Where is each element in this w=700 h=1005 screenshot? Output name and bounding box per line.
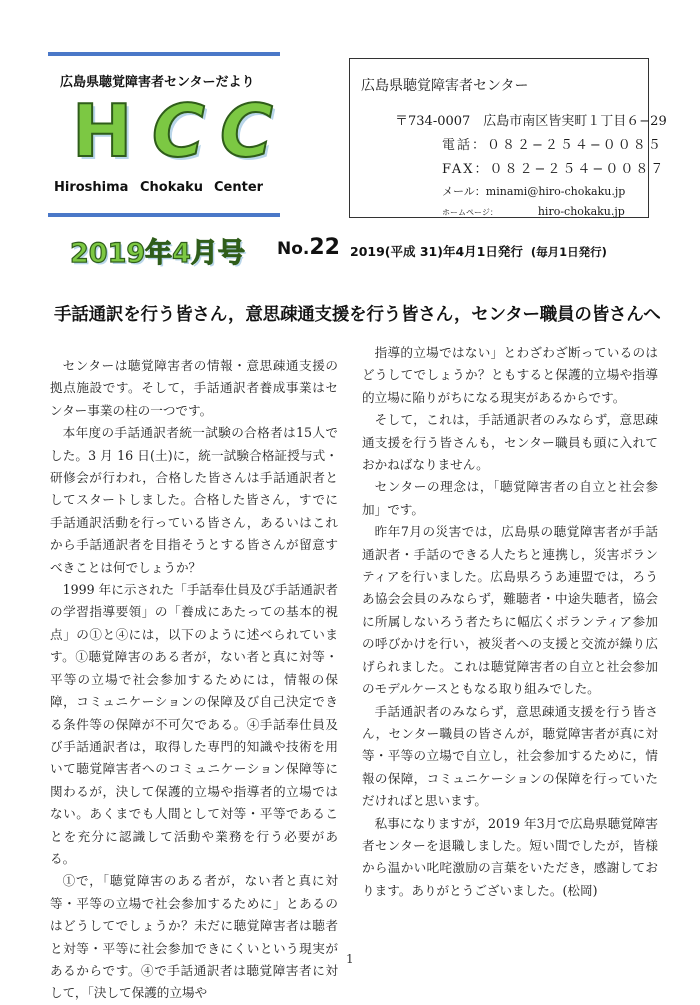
logo-letter-c1: C — [152, 89, 205, 173]
issue-no-value: 22 — [309, 235, 340, 260]
paragraph-continued: 指導的立場ではない」とわざわざ断っているのはどうしてでしょうか？ともすると保護的立場や指導的立場に陥りがちになる現実があるからです。 — [362, 345, 658, 405]
paragraph: 私事になりますが，2019 年3月で広島県聴覚障害者センターを退職しました。短い間でしたが，皆様から温かい叱咤激励の言葉をいただき，感謝しております。ありがとうございました。(松岡) — [362, 815, 658, 898]
paragraph: 1999 年に示された「手話奉仕員及び手話通訳者の学習指導要領」の「養成にあたっての基本的視点」の①と④には，以下のように述べられています。①聴覚障害のある者が，ない者と真に対等・平等の立場で社会参加するためには，情報の保障，コミュニケーションの保障及び自己決定できる条件等の保障が不可欠である。④手話奉仕員及び手話通訳者は，取得した専門的知識や技術を用いて聴覚障害者へのコミュニケーション保障等に関わるが，決して保護的立場や指導者的立場ではない。あくまでも人間として対等・平等であることを充分に認識して活動や業務を行う必要がある。 — [50, 582, 338, 866]
hcc-logo — [60, 89, 280, 173]
email-address[interactable]: minami@hiro-chokaku.jp — [485, 185, 626, 198]
issue-month: 2019年4月号 — [70, 238, 245, 269]
paragraph: センターの理念は，「聴覚障害者の自立と社会参加」です。 — [362, 479, 658, 517]
organization-name: 広島県聴覚障害者センター — [361, 78, 529, 94]
article-right-column — [362, 342, 658, 902]
newsletter-subtitle: 広島県聴覚障害者センターだより — [60, 75, 255, 90]
publish-date-text: 2019(平成 31)年4月1日発行 — [350, 244, 523, 259]
logo-word-hiroshima: Hiroshima — [54, 180, 129, 195]
issue-info — [70, 233, 670, 267]
masthead-logo — [48, 52, 284, 217]
bottom-rule — [48, 213, 280, 217]
homepage-line — [442, 205, 625, 218]
paragraph: 手話通訳者のみならず，意思疎通支援を行う皆さん，センター職員の皆さんが，聴覚障害者が真に対等・平等の立場で自立し，社会参加するために，情報の保障，コミュニケーションの保障を行っていただければと思います。 — [362, 703, 658, 809]
issue-no-label: No. — [277, 239, 310, 259]
phone-number: 電話：０８２−２５４−００８５ — [442, 138, 663, 153]
fax-number: FAX：０８２−２５４−００８７ — [442, 162, 666, 177]
logo-letter-c2: C — [220, 89, 273, 173]
address: 〒734-0007 広島市南区皆実町１丁目６−29 — [395, 114, 667, 129]
top-rule — [48, 52, 280, 56]
logo-word-center: Center — [214, 180, 264, 195]
paragraph: センターは聴覚障害者の情報・意思疎通支援の拠点施設です。そして，手話通訳者養成事業はセンター事業の柱の一つです。 — [50, 358, 338, 418]
page-number: 1 — [346, 952, 354, 966]
email-label: メール： — [442, 185, 486, 198]
paragraph: そして，これは，手話通訳者のみならず，意思疎通支援を行う皆さんも，センター職員も頭に入れておかねばなりません。 — [362, 412, 658, 473]
paragraph: 本年度の手話通訳者統一試験の合格者は15人でした。3 月 16 日(土)に，統一試験合格証授与式・研修会が行われ，合格した皆さんは手話通訳者としてスタートしました。合格した皆さん，すでに手話通訳活動を行っている皆さん，あるいはこれから手話通訳者を目指そうとする皆さんが留意すべきことは何でしょうか？ — [50, 425, 338, 575]
article-headline: 手話通訳を行う皆さん，意思疎通支援を行う皆さん，センター職員の皆さんへ — [54, 305, 661, 325]
article-left-column — [50, 355, 338, 1005]
logo-word-chokaku: Chokaku — [140, 180, 204, 195]
homepage-label: ホームページ： — [442, 208, 498, 217]
homepage-url[interactable]: hiro-chokaku.jp — [537, 205, 625, 218]
paragraph: 昨年7月の災害では，広島県の聴覚障害者が手話通訳者・手話のできる人たちと連携し，災害ボランティアを行いました。広島県ろうあ連盟では，ろうあ協会会員のみならず，難聴者・中途失聴者，協会に所属しないろう者たちに幅広くボランティア参加の呼びかけを行い，被災者への支援と交流が繰り広げられました。これは聴覚障害者の自立と社会参加のモデルケースともなる取り組みでした。 — [362, 524, 658, 697]
contact-box — [349, 58, 667, 218]
logo-letter-h: H — [72, 89, 133, 173]
email-line — [442, 183, 625, 199]
publish-frequency: (毎月1日発行) — [530, 245, 607, 259]
publish-date — [350, 242, 607, 260]
issue-number — [277, 235, 340, 260]
paragraph: ①で，「聴覚障害のある者が，ない者と真に対等・平等の立場で社会参加するために」とあるのはどうしてでしょうか？未だに聴覚障害者は聴者と対等・平等に社会参加できにくいという現実があるからです。④で手話通訳者は聴覚障害者に対して，「決して保護的立場や — [50, 873, 338, 1001]
